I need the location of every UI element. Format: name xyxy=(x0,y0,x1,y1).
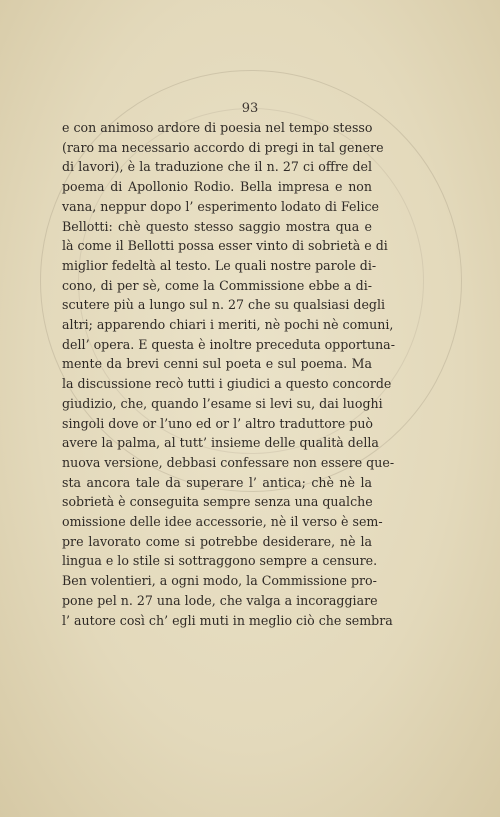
text-line: dell’ opera. E questa è inoltre preceduta opportuna- xyxy=(62,336,395,352)
text-line: avere la palma, al tutt’ insieme delle qualità della xyxy=(62,435,379,451)
text-line: di lavori), è la traduzione che il n. 27 ci offre del xyxy=(62,159,372,175)
text-line: sta ancora tale da superare l’ antica; chè nè la xyxy=(62,474,372,490)
page-number: 93 xyxy=(241,101,259,116)
text-line: là come il Bellotti possa esser vinto di sobrietà e di xyxy=(62,238,388,254)
text-line: (raro ma necessario accordo di pregi in tal genere xyxy=(62,139,384,155)
body-text xyxy=(62,118,395,630)
text-line: l’ autore così ch’ egli muti in meglio ciò che sembra xyxy=(62,612,393,628)
text-line: vana, neppur dopo l’ esperimento lodato di Felice xyxy=(62,198,380,214)
text-line: poema di Apollonio Rodio. Bella impresa e non xyxy=(62,179,372,195)
text-line: pre lavorato come si potrebbe desiderare, nè la xyxy=(62,533,372,549)
text-line: lingua e lo stile si sottraggono sempre a censure. xyxy=(62,553,378,569)
text-line: altri; apparendo chiari i meriti, nè pochi nè comuni, xyxy=(62,317,394,333)
text-line: singoli dove or l’uno ed or l’ altro traduttore può xyxy=(62,415,374,431)
text-line: nuova versione, debbasi confessare non essere que- xyxy=(62,454,395,470)
text-line: mente da brevi cenni sul poeta e sul poema. Ma xyxy=(62,356,372,372)
text-line: e con animoso ardore di poesia nel tempo stesso xyxy=(62,120,373,135)
text-line: giudizio, che, quando l’esame si levi su, dai luoghi xyxy=(62,395,383,411)
text-line: la discussione recò tutti i giudici a questo concorde xyxy=(62,376,392,392)
text-line: sobrietà è conseguita sempre senza una qualche xyxy=(62,494,373,510)
text-line: Ben volentieri, a ogni modo, la Commissione pro- xyxy=(62,573,377,589)
text-line: pone pel n. 27 una lode, che valga a incoraggiare xyxy=(62,592,378,608)
text-line: scutere più a lungo sul n. 27 che su qualsiasi degli xyxy=(62,297,386,313)
text-line: miglior fedeltà al testo. Le quali nostre parole di- xyxy=(62,257,377,273)
text-line: cono, di per sè, come la Commissione ebbe a di- xyxy=(62,277,372,293)
text-line: omissione delle idee accessorie, nè il verso è sem- xyxy=(62,514,383,530)
text-line: Bellotti: chè questo stesso saggio mostra qua e xyxy=(62,218,372,234)
